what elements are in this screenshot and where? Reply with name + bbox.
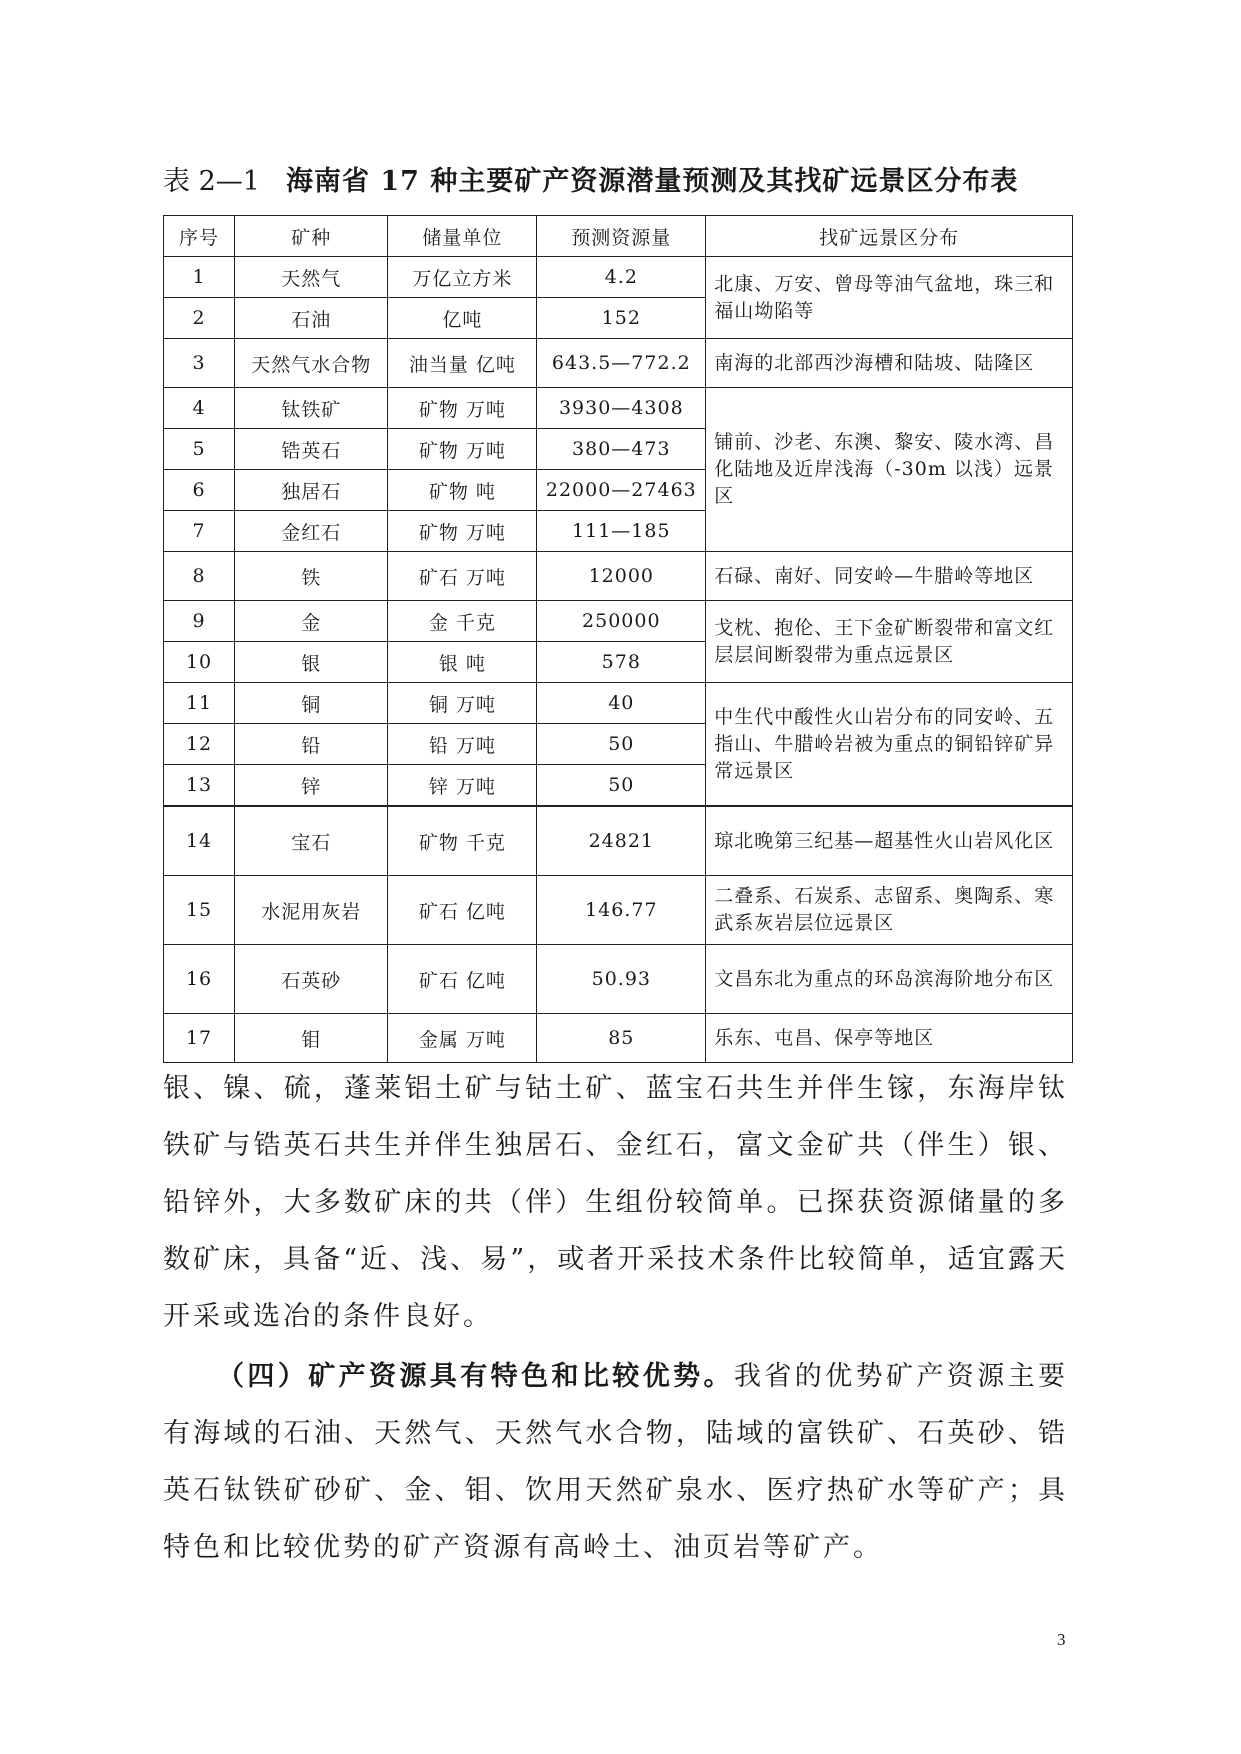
paragraph-text: 我省的优势矿产资源主要有海域的石油、天然气、天然气水合物，陆域的富铁矿、石英砂、锆英石钛铁矿砂矿、金、钼、饮用天然矿泉水、医疗热矿水等矿产；具特色和比较优势的矿产资源有高岭土、油页岩等矿产。 [163, 1361, 1069, 1563]
table-row [164, 1014, 1073, 1063]
section-heading: （四）矿产资源具有特色和比较优势。 [217, 1361, 734, 1392]
cell-distribution: 中生代中酸性火山岩分布的同安岭、五指山、牛腊岭岩被为重点的铜铅锌矿异常远景区 [706, 683, 1073, 807]
cell-unit: 矿石 亿吨 [388, 876, 537, 945]
cell-no: 16 [164, 945, 235, 1014]
cell-mineral: 钼 [235, 1014, 388, 1063]
header-unit: 储量单位 [388, 216, 537, 257]
header-amount: 预测资源量 [537, 216, 706, 257]
cell-distribution: 铺前、沙老、东澳、黎安、陵水湾、昌化陆地及近岸浅海（-30m 以浅）远景区 [706, 388, 1073, 552]
cell-amount: 50.93 [537, 945, 706, 1014]
cell-amount: 250000 [537, 601, 706, 642]
cell-mineral: 钛铁矿 [235, 388, 388, 429]
mineral-resource-table [163, 215, 1073, 1063]
cell-mineral: 金红石 [235, 511, 388, 552]
body-paragraph: 银、镍、硫，蓬莱铝土矿与钴土矿、蓝宝石共生并伴生镓，东海岸钛铁矿与锆英石共生并伴生独居石、金红石，富文金矿共（伴生）银、铅锌外，大多数矿床的共（伴）生组份较简单。已探获资源储量的多数矿床，具备“近、浅、易”，或者开采技术条件比较简单，适宜露天开采或选冶的条件良好。 [163, 1073, 1068, 1332]
cell-unit: 锌 万吨 [388, 765, 537, 807]
cell-unit: 银 吨 [388, 642, 537, 683]
table-row [164, 806, 1073, 876]
table-row [164, 876, 1073, 945]
cell-unit: 金属 万吨 [388, 1014, 537, 1063]
header-distribution: 找矿远景区分布 [706, 216, 1073, 257]
cell-no: 13 [164, 765, 235, 807]
cell-amount: 578 [537, 642, 706, 683]
cell-unit: 油当量 亿吨 [388, 339, 537, 388]
cell-amount: 50 [537, 765, 706, 807]
cell-mineral: 独居石 [235, 470, 388, 511]
cell-no: 6 [164, 470, 235, 511]
cell-mineral: 石英砂 [235, 945, 388, 1014]
cell-amount: 111—185 [537, 511, 706, 552]
table-row [164, 388, 1073, 429]
body-paragraph [163, 1348, 1068, 1576]
cell-no: 12 [164, 724, 235, 765]
cell-distribution: 石碌、南好、同安岭—牛腊岭等地区 [706, 552, 1073, 601]
table-row [164, 257, 1073, 298]
cell-amount: 85 [537, 1014, 706, 1063]
table-row [164, 683, 1073, 724]
cell-mineral: 天然气水合物 [235, 339, 388, 388]
table-header-row [164, 216, 1073, 257]
cell-no: 9 [164, 601, 235, 642]
cell-unit: 铜 万吨 [388, 683, 537, 724]
cell-amount: 24821 [537, 806, 706, 876]
page-number: 3 [1057, 1630, 1066, 1649]
cell-unit: 矿物 万吨 [388, 511, 537, 552]
cell-mineral: 金 [235, 601, 388, 642]
cell-unit: 矿物 千克 [388, 806, 537, 876]
cell-mineral: 银 [235, 642, 388, 683]
table-row [164, 601, 1073, 642]
cell-unit: 矿石 亿吨 [388, 945, 537, 1014]
cell-unit: 矿物 万吨 [388, 388, 537, 429]
cell-distribution: 二叠系、石炭系、志留系、奥陶系、寒武系灰岩层位远景区 [706, 876, 1073, 945]
cell-mineral: 水泥用灰岩 [235, 876, 388, 945]
cell-unit: 矿物 万吨 [388, 429, 537, 470]
cell-distribution: 南海的北部西沙海槽和陆坡、陆隆区 [706, 339, 1073, 388]
table-number: 表 2—1 [163, 166, 260, 197]
cell-distribution: 北康、万安、曾母等油气盆地，珠三和福山坳陷等 [706, 257, 1073, 339]
cell-mineral: 石油 [235, 298, 388, 339]
cell-mineral: 锆英石 [235, 429, 388, 470]
cell-no: 3 [164, 339, 235, 388]
cell-amount: 4.2 [537, 257, 706, 298]
cell-no: 10 [164, 642, 235, 683]
table-row [164, 552, 1073, 601]
cell-amount: 643.5—772.2 [537, 339, 706, 388]
cell-mineral: 铁 [235, 552, 388, 601]
cell-no: 15 [164, 876, 235, 945]
cell-no: 5 [164, 429, 235, 470]
cell-unit: 亿吨 [388, 298, 537, 339]
cell-no: 11 [164, 683, 235, 724]
cell-no: 4 [164, 388, 235, 429]
cell-amount: 50 [537, 724, 706, 765]
cell-amount: 152 [537, 298, 706, 339]
cell-mineral: 宝石 [235, 806, 388, 876]
cell-distribution: 乐东、屯昌、保亭等地区 [706, 1014, 1073, 1063]
cell-unit: 万亿立方米 [388, 257, 537, 298]
table-row [164, 945, 1073, 1014]
cell-amount: 40 [537, 683, 706, 724]
table-caption [163, 162, 1083, 202]
cell-no: 17 [164, 1014, 235, 1063]
body-text [163, 1060, 1068, 1576]
cell-mineral: 铜 [235, 683, 388, 724]
cell-amount: 3930—4308 [537, 388, 706, 429]
cell-amount: 146.77 [537, 876, 706, 945]
cell-unit: 矿石 万吨 [388, 552, 537, 601]
cell-mineral: 铅 [235, 724, 388, 765]
table-title: 海南省 17 种主要矿产资源潜量预测及其找矿远景区分布表 [285, 166, 1019, 197]
cell-distribution: 琼北晚第三纪基—超基性火山岩风化区 [706, 806, 1073, 876]
cell-mineral: 锌 [235, 765, 388, 807]
header-mineral: 矿种 [235, 216, 388, 257]
header-no: 序号 [164, 216, 235, 257]
cell-no: 7 [164, 511, 235, 552]
cell-no: 14 [164, 806, 235, 876]
table-row [164, 339, 1073, 388]
cell-distribution: 戈枕、抱伦、王下金矿断裂带和富文红层层间断裂带为重点远景区 [706, 601, 1073, 683]
cell-unit: 金 千克 [388, 601, 537, 642]
cell-amount: 12000 [537, 552, 706, 601]
cell-amount: 22000—27463 [537, 470, 706, 511]
cell-amount: 380—473 [537, 429, 706, 470]
cell-no: 1 [164, 257, 235, 298]
cell-unit: 铅 万吨 [388, 724, 537, 765]
cell-no: 8 [164, 552, 235, 601]
cell-unit: 矿物 吨 [388, 470, 537, 511]
cell-mineral: 天然气 [235, 257, 388, 298]
cell-no: 2 [164, 298, 235, 339]
cell-distribution: 文昌东北为重点的环岛滨海阶地分布区 [706, 945, 1073, 1014]
